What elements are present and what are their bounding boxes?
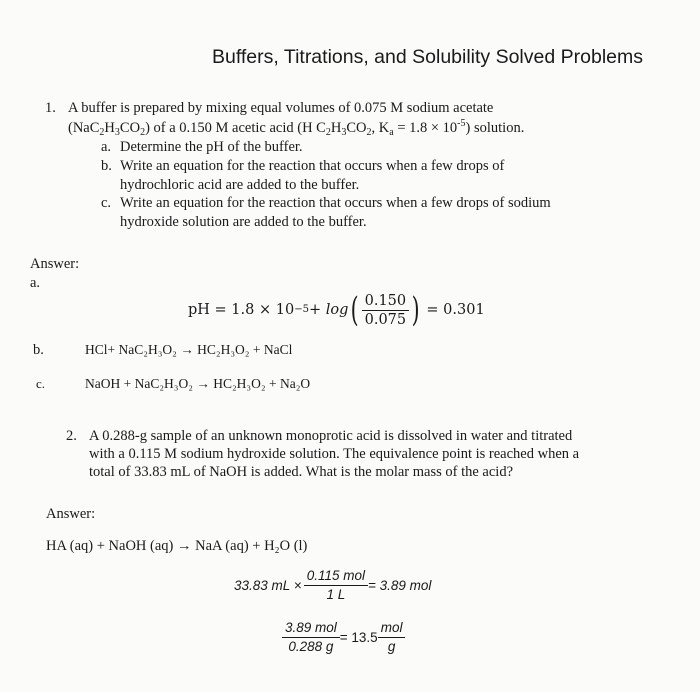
q1-c-label: c.: [101, 195, 112, 211]
answer1-b-equation: HCl+ NaC₂H₃O₂ → HC₂H₃O₂ + NaCl: [85, 342, 293, 357]
q1-c-text1: Write an equation for the reaction that occurs when a few drops of sodium: [120, 195, 551, 211]
answer2-heading: Answer:: [46, 506, 96, 522]
q1-b-text2: hydrochloric acid are added to the buffer.: [120, 177, 360, 193]
answer1-a-label: a.: [30, 275, 41, 291]
q1-b-text1: Write an equation for the reaction that occurs when a few drops of: [120, 158, 505, 174]
q1-b-label: b.: [101, 158, 112, 174]
calc-mm-unit-num: mol: [378, 620, 406, 638]
calc-mm-numerator: 3.89 mol: [282, 620, 340, 638]
calc-mm-unit-den: g: [387, 638, 396, 654]
ph-equation: pH = 1.8 × 10 −5 + log ( $\frac{0.150}{0.075}$ ) = 0.301: [188, 290, 485, 330]
q1-line2: $(NaC_2H_3CO_2)$ of a 0.150 M acetic acid (H $C_2H_3CO_2$, $K_a = 1.8 \times 10^{-5}$) solution.: [68, 118, 525, 138]
answer1-c-equation: NaOH + NaC₂H₃O₂ → HC₂H₃O₂ + Na₂O: [85, 376, 311, 391]
q2-line1: A 0.288-g sample of an unknown monoprotic acid is dissolved in water and titrated: [89, 428, 573, 444]
calc-moles-denominator: 1 L: [326, 586, 346, 602]
calc-mm-denominator: 0.288 g: [288, 638, 334, 654]
q1-c-text2: hydroxide solution are added to the buffer.: [120, 214, 367, 230]
q2-number: 2.: [66, 428, 77, 444]
calc-molar-mass: $\frac{\text{3.89 mol}}{0.288 g}$ = 13.5 $\frac{\text{mol}}{g}$: [282, 617, 405, 657]
q1-a-text: Determine the pH of the buffer.: [120, 139, 303, 155]
q1-line1: A buffer is prepared by mixing equal volumes of 0.075 M sodium acetate: [68, 100, 494, 116]
q2-line2: with a 0.115 M sodium hydroxide solution. The equivalence point is reached when a: [89, 446, 580, 462]
calc-moles: 33.83 mL × $\frac{\text{0.115 mol}}{1 L}$ = 3.89 mol: [234, 567, 432, 602]
ph-denominator: 0.075: [364, 311, 407, 328]
q2-line3: total of 33.83 mL of NaOH is added. What is the molar mass of the acid?: [89, 464, 514, 480]
answer2-reaction: HA (aq) + NaOH (aq) → NaA (aq) + H₂O (l): [46, 538, 308, 554]
q1-a-label: a.: [101, 139, 112, 155]
answer1-b-label: b.: [33, 342, 44, 358]
ph-numerator: 0.150: [362, 293, 410, 311]
page-title: Buffers, Titrations, and Solubility Solved Problems: [211, 46, 643, 68]
answer1-c-label: c.: [36, 376, 46, 391]
q1-number: 1.: [45, 100, 56, 116]
answer1-heading: Answer:: [30, 256, 80, 272]
calc-moles-numerator: 0.115 mol: [304, 568, 368, 586]
